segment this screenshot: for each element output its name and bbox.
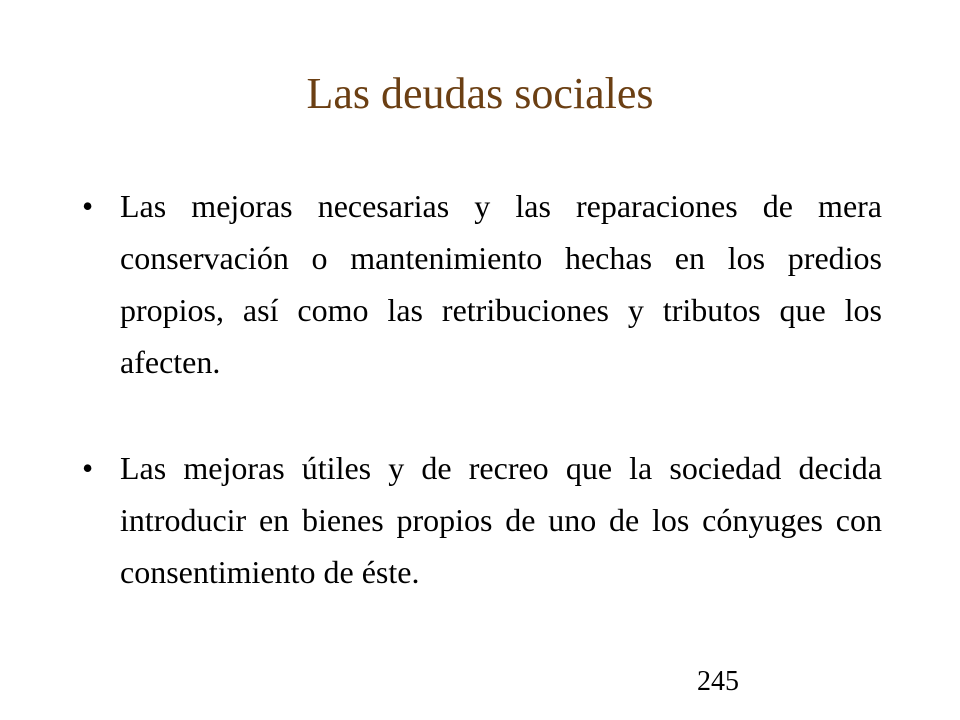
bullet-list: [82, 180, 882, 598]
page-number: 245: [697, 666, 739, 697]
bullet-item: [82, 180, 882, 388]
bullet-icon: •: [82, 188, 94, 224]
bullet-text: Las mejoras útiles y de recreo que la sociedad decida introducir en bienes propios de uno de los cónyuges con consentimiento de éste.: [120, 450, 882, 590]
slide-title: Las deudas sociales: [306, 69, 654, 118]
bullet-item: [82, 442, 882, 598]
bullet-icon: •: [82, 450, 94, 486]
bullet-text: Las mejoras necesarias y las reparaciones de mera conservación o mantenimiento hechas en los predios propios, así como las retribuciones y tributos que los afecten.: [120, 188, 882, 380]
